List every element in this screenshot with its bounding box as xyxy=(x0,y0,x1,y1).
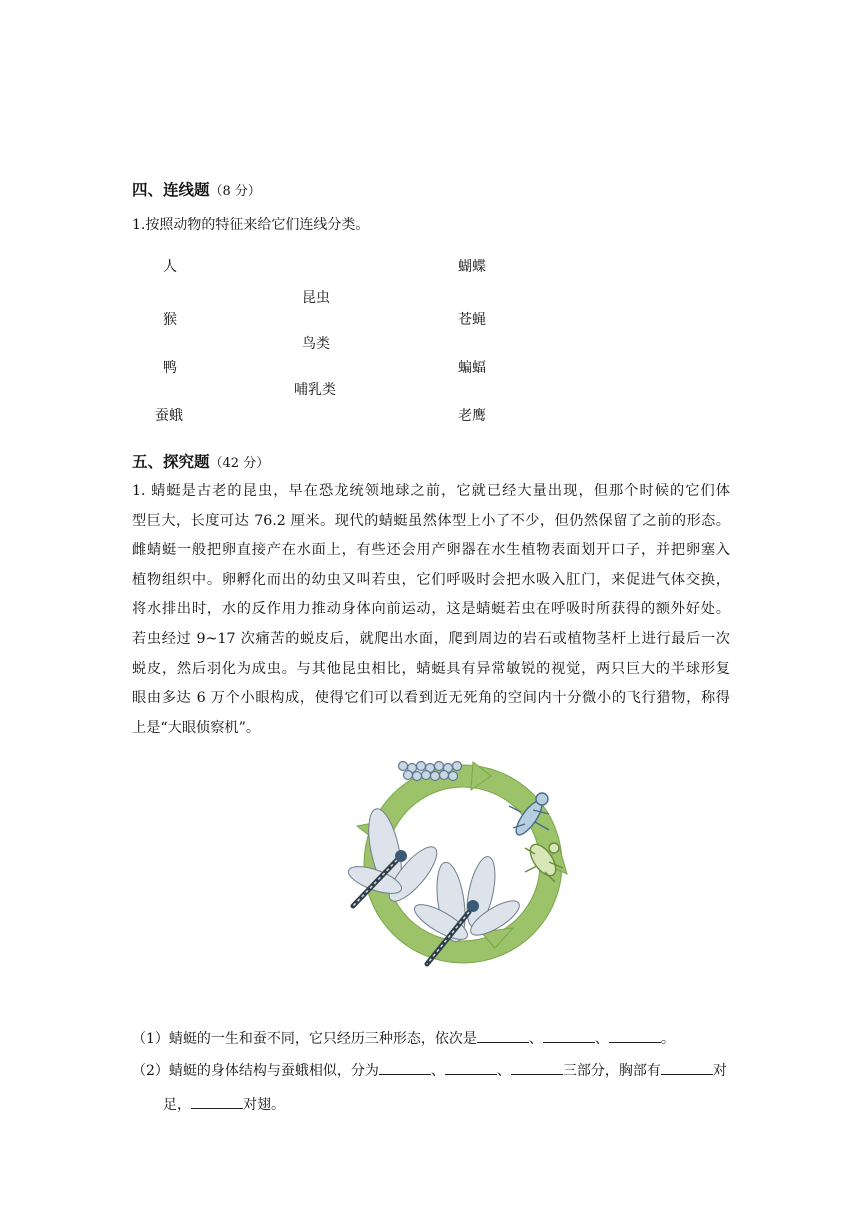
paragraph-line: 上是“大眼侦察机”。 xyxy=(132,719,261,736)
eggs-icon xyxy=(399,762,462,781)
paragraph-line: 若虫经过 9~17 次痛苦的蜕皮后，就爬出水面，爬到周边的岩石或植物茎杆上进行最后一次 xyxy=(132,630,730,647)
answer-blank[interactable] xyxy=(661,1060,713,1075)
period: 。 xyxy=(660,1031,675,1047)
section4-title: 四、连线题 xyxy=(132,181,210,199)
separator: 、 xyxy=(430,1063,445,1079)
left-item-person: 人 xyxy=(163,259,177,275)
left-item-silkmoth: 蚕蛾 xyxy=(155,408,183,424)
paragraph-line: 1. 蜻蜓是古老的昆虫，早在恐龙统领地球之前，它就已经大量出现，但那个时候的它们体 xyxy=(132,483,730,499)
answer-blank[interactable] xyxy=(191,1094,243,1109)
question-2-prefix: （2）蜻蜓的身体结构与蚕蛾相似，分为 xyxy=(132,1063,379,1079)
left-item-duck: 鸭 xyxy=(163,360,177,376)
separator: 、 xyxy=(528,1031,543,1047)
paragraph-line: 眼由多达 6 万个小眼构成，使得它们可以看到近无死角的空间内十分微小的飞行猎物，称得 xyxy=(132,690,730,707)
answer-blank[interactable] xyxy=(445,1060,497,1075)
dragonfly-life-cycle-illustration xyxy=(345,752,575,974)
paragraph-line: 植物组织中。卵孵化而出的幼虫又叫若虫，它们呼吸时会把水吸入肛门，来促进气体交换， xyxy=(132,571,730,588)
paragraph-line: 将水排出时，水的反作用力推动身体向前运动，这是蜻蜓若虫在呼吸时所获得的额外好处。 xyxy=(132,601,730,618)
answer-blank[interactable] xyxy=(511,1060,563,1075)
right-item-bat: 蝙蝠 xyxy=(458,360,486,376)
paragraph-line: 型巨大，长度可达 76.2 厘米。现代的蜻蜓虽然体型上小了不少，但仍然保留了之前的形态。 xyxy=(132,512,730,529)
answer-blank[interactable] xyxy=(477,1028,529,1043)
question-2-line2 xyxy=(163,1094,285,1114)
question-2-mid2: 对 xyxy=(712,1063,727,1079)
section4-question: 1.按照动物的特征来给它们连线分类。 xyxy=(132,217,370,233)
section5-heading xyxy=(132,450,269,472)
answer-blank[interactable] xyxy=(609,1028,661,1043)
right-item-eagle: 老鹰 xyxy=(458,408,486,424)
middle-item-birds: 鸟类 xyxy=(302,336,330,352)
question-2 xyxy=(132,1060,727,1080)
question-2-line2-prefix: 足， xyxy=(163,1097,191,1113)
dragonfly-paragraph xyxy=(132,477,730,743)
question-1 xyxy=(132,1028,675,1048)
separator: 、 xyxy=(594,1031,609,1047)
question-2-mid: 三部分，胸部有 xyxy=(562,1063,661,1079)
left-item-monkey: 猴 xyxy=(163,312,177,328)
answer-blank[interactable] xyxy=(543,1028,595,1043)
middle-item-insects: 昆虫 xyxy=(302,290,330,306)
section5-title: 五、探究题 xyxy=(132,453,210,471)
right-item-fly: 苍蝇 xyxy=(458,312,486,328)
question-1-prefix: （1）蜻蜓的一生和蚕不同，它只经历三种形态，依次是 xyxy=(132,1031,477,1047)
paragraph-line: 蜕皮，然后羽化为成虫。与其他昆虫相比，蜻蜓具有异常敏锐的视觉，两只巨大的半球形复 xyxy=(132,660,730,677)
middle-item-mammals: 哺乳类 xyxy=(294,382,336,398)
answer-blank[interactable] xyxy=(379,1060,431,1075)
question-2-end: 对翅。 xyxy=(243,1097,285,1113)
section5-points: （42 分） xyxy=(209,456,270,471)
section4-heading xyxy=(132,178,261,200)
separator: 、 xyxy=(496,1063,511,1079)
paragraph-line: 雌蜻蜓一般把卵直接产在水面上，有些还会用产卵器在水生植物表面划开口子，并把卵塞入 xyxy=(132,542,730,559)
section4-points: （8 分） xyxy=(209,184,261,199)
right-item-butterfly: 蝴蝶 xyxy=(458,259,486,275)
